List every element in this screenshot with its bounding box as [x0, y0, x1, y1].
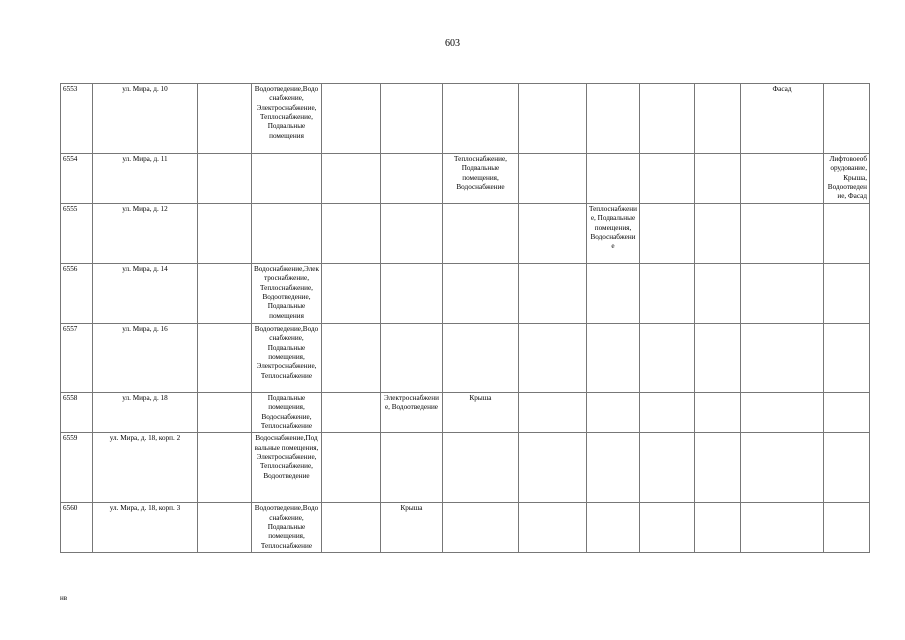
table-cell [322, 392, 381, 432]
table-row [61, 84, 870, 154]
table-cell [381, 263, 443, 323]
table-row [61, 433, 870, 503]
table-cell [587, 392, 640, 432]
address-cell: ул. Мира, д. 11 [93, 154, 198, 204]
table-cell [824, 84, 870, 154]
table-cell [443, 323, 519, 392]
table-cell [587, 84, 640, 154]
table-cell: Водоотведение,Водоснабжение, Подвальные помещения, Электроснабжение, Теплоснабжение [252, 323, 322, 392]
table-cell [252, 154, 322, 204]
table-row [61, 263, 870, 323]
table-cell [443, 263, 519, 323]
table-cell [443, 203, 519, 263]
table-row [61, 503, 870, 553]
table-cell [381, 84, 443, 154]
row-number: 6556 [61, 263, 93, 323]
table-cell [640, 323, 695, 392]
table-cell [587, 503, 640, 553]
table-cell [252, 203, 322, 263]
table-cell [443, 433, 519, 503]
row-number: 6558 [61, 392, 93, 432]
table-cell [695, 392, 741, 432]
table-cell [640, 154, 695, 204]
table-cell: Фасад [741, 84, 824, 154]
table-cell [640, 503, 695, 553]
table-cell [519, 392, 587, 432]
table-cell [695, 433, 741, 503]
table-cell [741, 154, 824, 204]
address-cell: ул. Мира, д. 16 [93, 323, 198, 392]
table-cell [322, 203, 381, 263]
table-cell [519, 203, 587, 263]
table-cell: Водоотведение,Водоснабжение, Подвальные помещения, Теплоснабжение [252, 503, 322, 553]
table-cell [198, 263, 252, 323]
table-cell [381, 433, 443, 503]
table-cell [587, 263, 640, 323]
table-cell [381, 154, 443, 204]
table-cell [587, 154, 640, 204]
row-number: 6560 [61, 503, 93, 553]
table-cell [695, 503, 741, 553]
table-cell [519, 433, 587, 503]
row-number: 6553 [61, 84, 93, 154]
address-cell: ул. Мира, д. 18, корп. 3 [93, 503, 198, 553]
table-cell [587, 323, 640, 392]
table-cell [322, 323, 381, 392]
table-cell [519, 84, 587, 154]
table-cell [695, 84, 741, 154]
table-cell [322, 263, 381, 323]
table-cell [198, 503, 252, 553]
address-cell: ул. Мира, д. 18 [93, 392, 198, 432]
table-cell [198, 433, 252, 503]
table-cell [198, 84, 252, 154]
table-cell [381, 323, 443, 392]
table-cell [824, 392, 870, 432]
table-row [61, 203, 870, 263]
table-cell [640, 392, 695, 432]
table-cell: Теплоснабжение, Подвальные помещения, Водоснабжение [443, 154, 519, 204]
address-cell: ул. Мира, д. 12 [93, 203, 198, 263]
work-table [60, 83, 870, 553]
table-cell [198, 392, 252, 432]
table-cell: Лифтовоеоборудование, Крыша, Водоотведение, Фасад [824, 154, 870, 204]
table-cell [322, 503, 381, 553]
row-number: 6559 [61, 433, 93, 503]
table-cell [443, 84, 519, 154]
table-cell [824, 503, 870, 553]
table-cell [322, 154, 381, 204]
table-cell: Водоотведение,Водоснабжение, Электроснабжение, Теплоснабжение, Подвальные помещения [252, 84, 322, 154]
table-cell [741, 323, 824, 392]
table-cell [198, 154, 252, 204]
table-cell [381, 203, 443, 263]
table-cell [640, 203, 695, 263]
table-cell: Подвальные помещения, Водоснабжение, Теплоснабжение [252, 392, 322, 432]
table-cell: Крыша [381, 503, 443, 553]
address-cell: ул. Мира, д. 10 [93, 84, 198, 154]
table-cell [640, 433, 695, 503]
table-cell [519, 503, 587, 553]
table-cell [824, 323, 870, 392]
table-row [61, 392, 870, 432]
table-cell [587, 433, 640, 503]
row-number: 6554 [61, 154, 93, 204]
table-cell [824, 203, 870, 263]
footer-mark: нв [60, 594, 68, 602]
table-cell [640, 263, 695, 323]
table-cell [198, 203, 252, 263]
table-row [61, 154, 870, 204]
table-cell [519, 154, 587, 204]
table-cell: Теплоснабжение, Подвальные помещения, Водоснабжение [587, 203, 640, 263]
address-cell: ул. Мира, д. 18, корп. 2 [93, 433, 198, 503]
table-cell [824, 433, 870, 503]
address-cell: ул. Мира, д. 14 [93, 263, 198, 323]
table-cell [695, 154, 741, 204]
table-cell [824, 263, 870, 323]
table-cell [741, 392, 824, 432]
table-cell [322, 433, 381, 503]
table-cell: Крыша [443, 392, 519, 432]
table-cell [741, 503, 824, 553]
table-cell [443, 503, 519, 553]
table-cell [322, 84, 381, 154]
table-cell [695, 263, 741, 323]
table-cell [695, 323, 741, 392]
table-cell [741, 203, 824, 263]
table-cell: Электроснабжение, Водоотведение [381, 392, 443, 432]
table-cell: Водоснабжение,Электроснабжение, Теплоснабжение, Водоотведение, Подвальные помещения [252, 263, 322, 323]
table-row [61, 323, 870, 392]
row-number: 6555 [61, 203, 93, 263]
row-number: 6557 [61, 323, 93, 392]
table-cell [519, 263, 587, 323]
table-cell [640, 84, 695, 154]
table-cell [519, 323, 587, 392]
table-cell [741, 433, 824, 503]
table-cell: Водоснабжение,Подвальные помещения, Электроснабжение, Теплоснабжение, Водоотведение [252, 433, 322, 503]
page-number: 603 [445, 38, 460, 49]
table-cell [198, 323, 252, 392]
table-cell [741, 263, 824, 323]
table-cell [695, 203, 741, 263]
